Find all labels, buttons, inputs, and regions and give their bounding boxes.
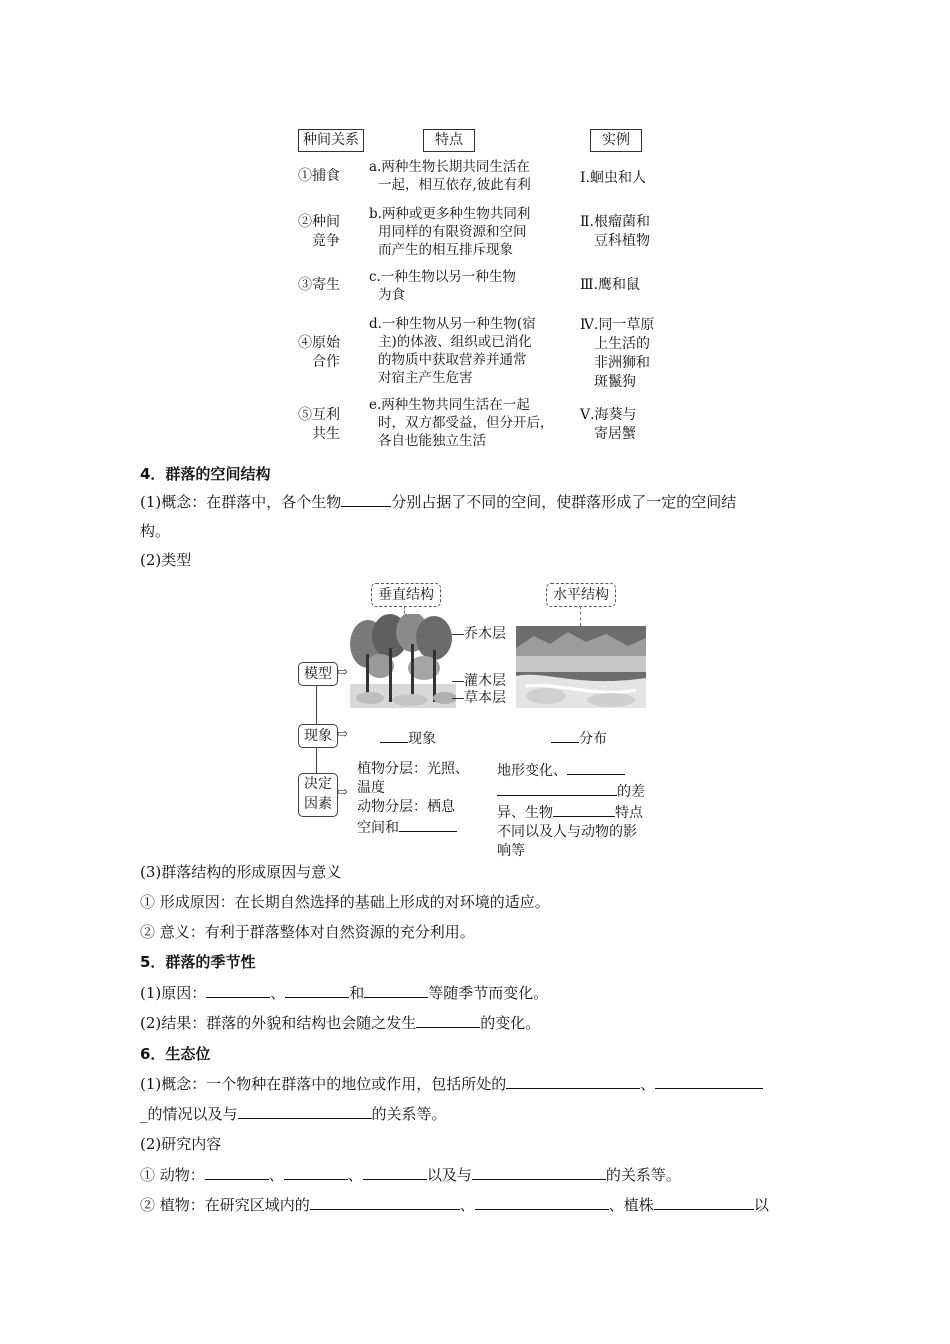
s6-animals: ① 动物： 、 、 以及与 的关系等。 (140, 1166, 681, 1184)
example-4: Ⅳ.同一草原 上生活的 非洲狮和 斑鬣狗 (580, 317, 655, 390)
relation-protocooperation: ④原始 合作 (298, 335, 340, 370)
row-phenomenon: 现象 (298, 724, 338, 748)
s6-concept-line2: _的情况以及与 的关系等。 (140, 1105, 447, 1123)
row-model: 模型 (298, 662, 338, 686)
vertical-structure-label: 垂直结构 (371, 583, 441, 607)
header-example: 实例 (590, 129, 642, 152)
feature-d: d.一种生物从另一种生物(宿 主)的体液、组织或已消化 的物质中获取营养并通常 对宿主产生危害 (369, 316, 536, 386)
section-4-heading: 4．群落的空间结构 (140, 465, 271, 483)
s6-content-title: (2)研究内容 (140, 1135, 222, 1153)
feature-c: c.一种生物以另一种生物 为食 (369, 269, 516, 303)
s6-concept-line1: (1)概念：一个物种在群落中的地位或作用，包括所处的 、 (140, 1073, 763, 1095)
header-relation: 种间关系 (298, 129, 364, 152)
example-2: Ⅱ.根瘤菌和 豆科植物 (580, 214, 650, 249)
horizontal-factors: 地形变化、 的差 异、生物 特点 不同以及人与动物的影 响等 (497, 760, 645, 861)
s4-types: (2)类型 (140, 551, 192, 569)
feature-e: e.两种生物共同生活在一起 时，双方都受益，但分开后， 各自也能独立生活 (369, 397, 554, 449)
tree-layer-leader (452, 634, 464, 635)
s4-concept-line2: 构。 (140, 522, 171, 540)
s4-3-title: (3)群落结构的形成原因与意义 (140, 863, 342, 881)
horizontal-connector (580, 606, 581, 626)
row-factors: 决定 因素 (298, 773, 338, 817)
example-1: Ⅰ.蛔虫和人 (580, 170, 646, 186)
herb-layer-leader (452, 698, 464, 699)
section-6-heading: 6．生态位 (140, 1045, 211, 1063)
feature-a: a.两种生物长期共同生活在 一起，相互依存,彼此有利 (369, 159, 531, 193)
s6-plants: ② 植物：在研究区域内的 、 、植株 以 (140, 1196, 769, 1214)
relation-competition: ②种间 竞争 (298, 214, 340, 249)
vertical-factors: 植物分层：光照、 温度 动物分层：栖息 空间和 (357, 761, 469, 836)
s5-result: (2)结果：群落的外貌和结构也会随之发生 的变化。 (140, 1014, 541, 1032)
horizontal-structure-label: 水平结构 (546, 583, 616, 607)
tree-layer-label: 乔木层 (464, 626, 506, 642)
example-3: Ⅲ.鹰和鼠 (580, 277, 640, 293)
header-feature: 特点 (423, 129, 475, 152)
forest-illustration (350, 614, 456, 708)
vertical-phenomenon: 现象 (380, 728, 436, 749)
landscape-illustration (516, 626, 646, 708)
section-5-heading: 5．群落的季节性 (140, 953, 256, 971)
relation-mutualism: ⑤互利 共生 (298, 407, 340, 442)
phenomenon-arrow-icon: ⇨ (337, 727, 348, 742)
example-5: Ⅴ.海葵与 寄居蟹 (580, 407, 637, 442)
shrub-layer-label: 灌木层 (464, 673, 506, 689)
s4-concept-line1: (1)概念：在群落中，各个生物 分别占据了不同的空间，使群落形成了一定的空间结 (140, 493, 737, 511)
model-arrow-icon: ⇨ (337, 665, 348, 680)
s4-3-reason: ① 形成原因：在长期自然选择的基础上形成的对环境的适应。 (140, 893, 550, 911)
factors-arrow-icon: ⇨ (337, 785, 348, 800)
relation-predation: ①捕食 (298, 168, 340, 184)
relation-parasitism: ③寄生 (298, 277, 340, 293)
s5-reason: (1)原因： 、 和 等随季节而变化。 (140, 984, 549, 1002)
feature-b: b.两种或更多种生物共同利 用同样的有限资源和空间 而产生的相互排斥现象 (369, 206, 531, 258)
horizontal-distribution: 分布 (551, 728, 607, 749)
shrub-layer-leader (452, 681, 464, 682)
s4-3-significance: ② 意义：有利于群落整体对自然资源的充分利用。 (140, 923, 475, 941)
herb-layer-label: 草本层 (464, 690, 506, 706)
